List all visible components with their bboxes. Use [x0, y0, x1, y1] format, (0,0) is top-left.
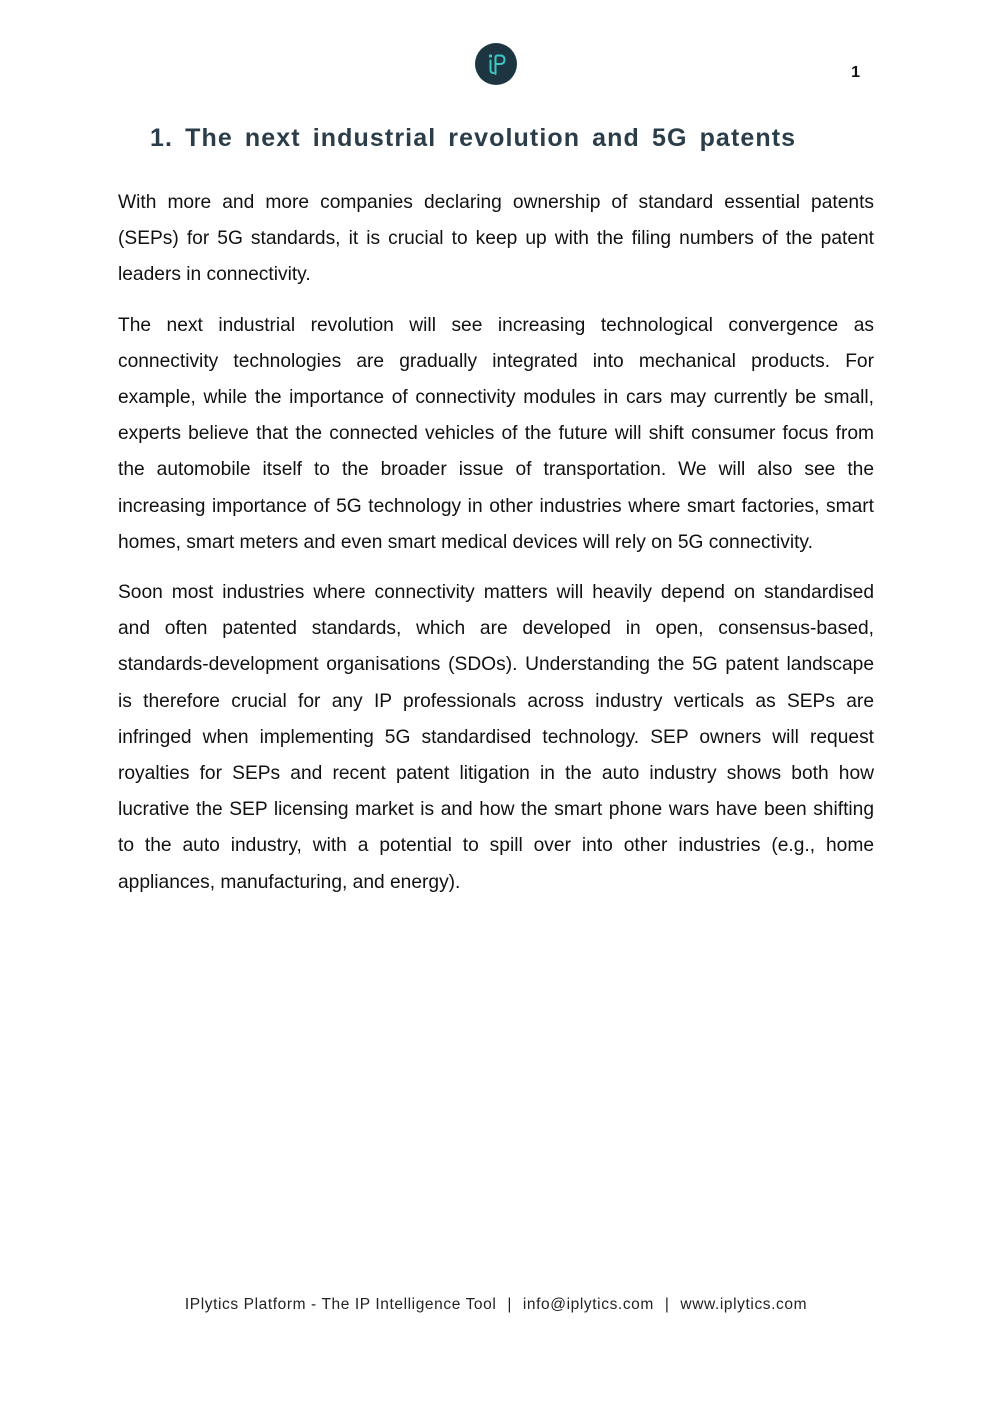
footer	[0, 1296, 992, 1314]
section-body	[118, 185, 874, 915]
paragraph-3: Soon most industries where connectivity matters will heavily depend on standardised and often patented standards, which are developed in open, consensus-based, standards-development organisations (SDOs). Understanding the 5G patent landscape is therefore crucial for any IP professionals across industry verticals as SEPs are infringed when implementing 5G standardised technology. SEP owners will request royalties for SEPs and recent patent litigation in the auto industry shows both how lucrative the SEP licensing market is and how the smart phone wars have been shifting to the auto industry, with a potential to spill over into other industries (e.g., home appliances, manufacturing, and energy).	[118, 582, 874, 893]
footer-website-link[interactable]: www.iplytics.com	[680, 1296, 808, 1313]
paragraph-2: The next industrial revolution will see increasing technological convergence as connectivity technologies are gradually integrated into mechanical products. For example, while the importance of connectivity modules in cars may currently be small, experts believe that the connected vehicles of the future will shift consumer focus from the automobile itself to the broader issue of transportation. We will also see the increasing importance of 5G technology in other industries where smart factories, smart homes, smart meters and even smart medical devices will rely on 5G connectivity.	[118, 314, 874, 553]
logo-mark	[475, 43, 517, 85]
footer-email-link[interactable]: info@iplytics.com	[522, 1296, 654, 1313]
footer-separator: |	[507, 1296, 512, 1313]
paragraph-1: With more and more companies declaring ownership of standard essential patents (SEPs) for 5G standards, it is crucial to keep up with the filing numbers of the patent leaders in connectivity.	[118, 192, 874, 286]
page-number: 1	[851, 64, 860, 81]
iplytics-logo-icon	[475, 43, 517, 85]
footer-platform: IPlytics Platform - The IP Intelligence Tool	[184, 1296, 497, 1313]
section-heading: 1. The next industrial revolution and 5G patents	[150, 124, 797, 152]
footer-separator: |	[664, 1296, 670, 1313]
